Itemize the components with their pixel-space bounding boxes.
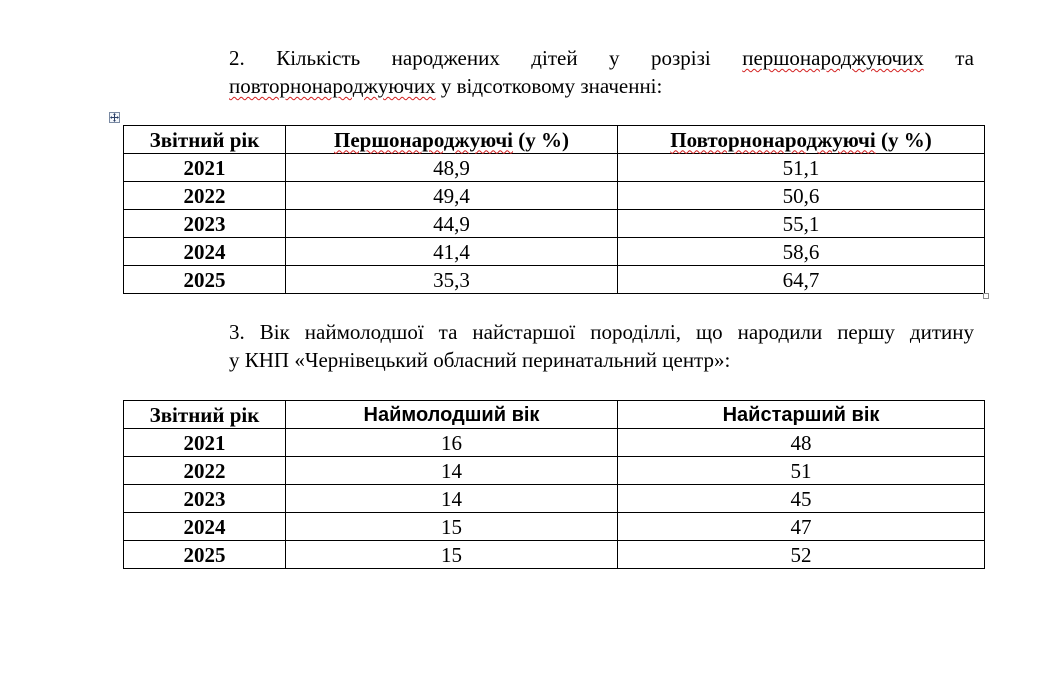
table-row — [124, 485, 985, 513]
cell-oldest-age: 47 — [618, 513, 985, 541]
cell-year: 2021 — [124, 429, 286, 457]
table-header-row — [124, 126, 985, 154]
cell-year: 2024 — [124, 513, 286, 541]
column-header-repeat-born: Повторнонароджуючі (у %) — [618, 126, 985, 154]
cell-year: 2022 — [124, 457, 286, 485]
section-3-line-2: у КНП «Чернівецький обласний перинатальний центр»: — [229, 348, 731, 372]
table-mother-age — [123, 400, 985, 569]
section-2-line-2: повторнонароджуючих у відсотковому значенні: — [229, 74, 663, 98]
cell-year: 2023 — [124, 485, 286, 513]
table-row — [124, 266, 985, 294]
cell-first-born: 35,3 — [286, 266, 618, 294]
table-move-handle-icon[interactable] — [109, 112, 120, 123]
cell-oldest-age: 48 — [618, 429, 985, 457]
section-3-heading — [229, 318, 974, 374]
cell-first-born: 49,4 — [286, 182, 618, 210]
cell-year: 2021 — [124, 154, 286, 182]
cell-youngest-age: 14 — [286, 485, 618, 513]
spellcheck-word: першонароджуючих — [742, 46, 924, 70]
move-arrows-icon — [110, 113, 119, 122]
cell-year: 2025 — [124, 541, 286, 569]
column-header-youngest-age: Наймолодший вік — [286, 401, 618, 429]
table-row — [124, 238, 985, 266]
cell-youngest-age: 14 — [286, 457, 618, 485]
cell-repeat-born: 64,7 — [618, 266, 985, 294]
cell-repeat-born: 50,6 — [618, 182, 985, 210]
column-header-year: Звітний рік — [124, 401, 286, 429]
cell-repeat-born: 51,1 — [618, 154, 985, 182]
column-header-year: Звітний рік — [124, 126, 286, 154]
cell-oldest-age: 45 — [618, 485, 985, 513]
cell-year: 2023 — [124, 210, 286, 238]
cell-youngest-age: 15 — [286, 513, 618, 541]
table-row — [124, 154, 985, 182]
cell-first-born: 41,4 — [286, 238, 618, 266]
table-first-born-percent — [123, 125, 985, 294]
cell-oldest-age: 51 — [618, 457, 985, 485]
cell-year: 2022 — [124, 182, 286, 210]
table-row — [124, 457, 985, 485]
cell-year: 2024 — [124, 238, 286, 266]
cell-first-born: 44,9 — [286, 210, 618, 238]
table-resize-handle-icon[interactable] — [983, 293, 989, 299]
table-row — [124, 429, 985, 457]
cell-year: 2025 — [124, 266, 286, 294]
table-row — [124, 182, 985, 210]
column-header-first-born: Першонароджуючі (у %) — [286, 126, 618, 154]
cell-youngest-age: 15 — [286, 541, 618, 569]
column-header-oldest-age: Найстарший вік — [618, 401, 985, 429]
table-row — [124, 513, 985, 541]
table-row — [124, 541, 985, 569]
cell-first-born: 48,9 — [286, 154, 618, 182]
spellcheck-word: повторнонароджуючих — [229, 74, 436, 98]
cell-oldest-age: 52 — [618, 541, 985, 569]
cell-repeat-born: 55,1 — [618, 210, 985, 238]
section-3-line-1: 3. Вік наймолодшої та найстаршої породіллі, що народили першу дитину — [229, 320, 974, 344]
table-row — [124, 210, 985, 238]
table-header-row — [124, 401, 985, 429]
section-2-line-1: 2. Кількість народжених дітей у розрізі першонароджуючих та — [229, 46, 974, 70]
cell-repeat-born: 58,6 — [618, 238, 985, 266]
cell-youngest-age: 16 — [286, 429, 618, 457]
spellcheck-word: Повторнонароджуючі — [670, 127, 876, 152]
spellcheck-word: Першонароджуючі — [333, 127, 513, 152]
section-2-heading — [229, 44, 974, 100]
